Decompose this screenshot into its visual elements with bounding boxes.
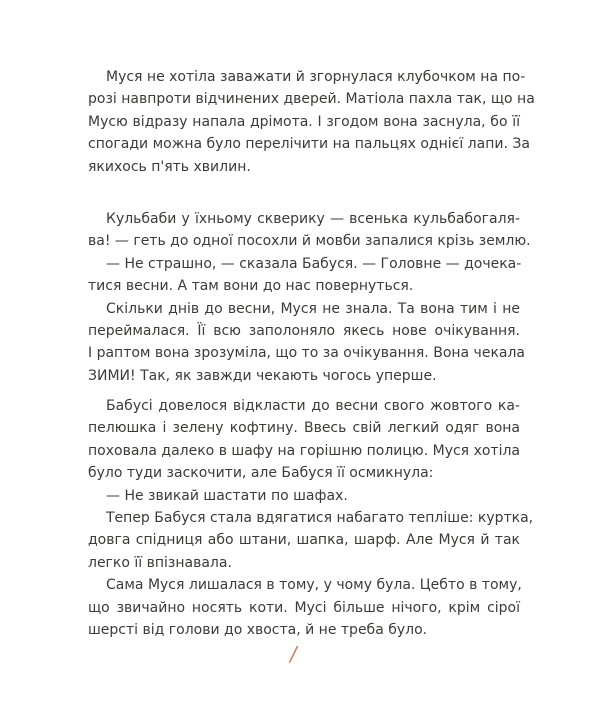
text-line: Сама Муся лишалася в тому, у чому була. Цебто в тому, (106, 577, 522, 594)
text-line: Бабусі довелося відкласти до весни свого жовтого ка- (106, 398, 520, 414)
text-line: було туди заскочити, але Бабуся її осмикнула: (88, 465, 434, 482)
text-line: ЗИМИ! Так, як завжди чекають чогось уперше. (88, 367, 437, 384)
text-line: пелюшка і зелену кофтину. Ввесь свій легкий одяг вона (88, 420, 520, 437)
dialogue-line: — Не страшно, — сказала Бабуся. — Головне — дочека- (106, 255, 522, 272)
text-line: поховала далеко в шафу на горішню полицю. Муся хотіла (88, 442, 520, 459)
text-line: ва! — геть до одної посохли й мовби запалися крізь землю. (88, 233, 531, 250)
text-line: Кульбаби у їхньому скверику — всенька кульбабогаля- (106, 211, 520, 227)
text-line: якихось п'ять хвилин. (88, 158, 251, 175)
paragraph-section-1 (88, 66, 535, 178)
paragraph-section-3 (88, 395, 534, 641)
text-line: легко її впізнавала. (88, 554, 232, 571)
text-line: І раптом вона зрозуміла, що то за очікування. Вона чекала (88, 345, 526, 362)
text-line: спогади можна було перелічити на пальцях однієї лапи. За (88, 136, 530, 153)
text-line: Муся не хотіла заважати й згорнулася клубочком на по- (106, 69, 526, 85)
text-line: Скільки днів до весни, Муся не знала. Та вона тим і не (106, 300, 520, 317)
text-line: тися весни. А там вони до нас повернуться. (88, 278, 414, 295)
dialogue-line: — Не звикай шастати по шафах. (106, 487, 348, 504)
text-line: Тепер Бабуся стала вдягатися набагато тепліше: куртка, (106, 509, 534, 526)
text-line: довга спідниця або штани, шапка, шарф. Але Муся й так (88, 532, 520, 549)
text-line: розі навпроти відчинених дверей. Матіола пахла так, що на (88, 91, 535, 108)
text-line: що звичайно носять коти. Мусі більше нічого, крім сірої (88, 599, 520, 616)
page-number-mark: / (290, 642, 297, 666)
paragraph-section-2 (88, 208, 531, 387)
text-line: переймалася. Її всю заполоняло якесь нове очікування. (88, 322, 520, 339)
text-line: Мусю відразу напала дрімота. І згодом вона заснула, бо її (88, 113, 520, 130)
text-line: шерсті від голови до хвоста, й не треба було. (88, 621, 428, 638)
